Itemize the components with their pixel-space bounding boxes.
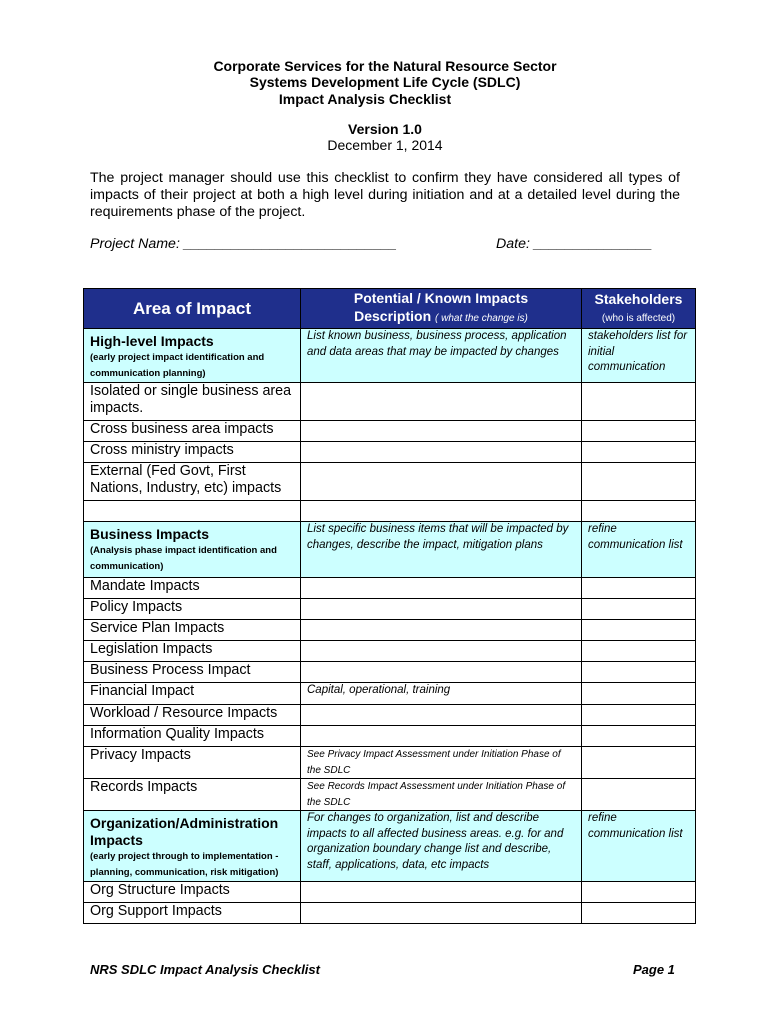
intro-text: The project manager should use this checklist to confirm they have considered all types of impacts of their project at both a high level during initiation and at a detailed level during the requirements phase of the project. xyxy=(90,170,680,220)
section-subtitle: (early project impact identification and communication planning) xyxy=(90,352,265,379)
area-cell: Financial Impact xyxy=(84,683,301,705)
table-row xyxy=(84,683,696,705)
footer-page: Page 1 xyxy=(633,962,675,977)
table-row xyxy=(84,442,696,463)
description-cell[interactable] xyxy=(301,882,582,903)
stakeholders-cell[interactable] xyxy=(582,903,696,924)
area-cell: Service Plan Impacts xyxy=(84,620,301,641)
footer-title: NRS SDLC Impact Analysis Checklist xyxy=(90,962,320,977)
description-cell[interactable] xyxy=(301,620,582,641)
col-header-description: Potential / Known Impacts Description ( what the change is) xyxy=(301,289,582,329)
table-row xyxy=(84,882,696,903)
description-cell[interactable] xyxy=(301,578,582,599)
table-row xyxy=(84,705,696,726)
section-row xyxy=(84,522,696,578)
area-cell: Workload / Resource Impacts xyxy=(84,705,301,726)
impact-checklist-table xyxy=(83,288,696,924)
table-row xyxy=(84,641,696,662)
stakeholders-cell[interactable] xyxy=(582,578,696,599)
stakeholders-cell[interactable] xyxy=(582,683,696,705)
stakeholders-cell[interactable] xyxy=(582,421,696,442)
project-name-field[interactable]: Project Name: ___________________________ xyxy=(90,236,397,252)
stakeholders-cell[interactable]: stakeholders list for initial communication xyxy=(582,329,696,383)
section-row xyxy=(84,811,696,882)
table-row xyxy=(84,903,696,924)
description-cell[interactable] xyxy=(301,421,582,442)
doc-date: December 1, 2014 xyxy=(327,137,443,153)
area-cell: Cross ministry impacts xyxy=(84,442,301,463)
section-subtitle: (Analysis phase impact identification and communication) xyxy=(90,545,277,572)
area-cell: Org Support Impacts xyxy=(84,903,301,924)
stakeholders-cell[interactable] xyxy=(582,599,696,620)
stakeholders-cell[interactable] xyxy=(582,882,696,903)
description-cell[interactable]: Capital, operational, training xyxy=(301,683,582,705)
table-row xyxy=(84,383,696,421)
date-field[interactable]: Date: _______________ xyxy=(496,236,653,252)
section-subtitle: (early project through to implementation - planning, communication, risk mitigation) xyxy=(90,851,279,878)
description-cell[interactable] xyxy=(301,662,582,683)
area-cell: Legislation Impacts xyxy=(84,641,301,662)
table-row xyxy=(84,726,696,747)
area-cell: Cross business area impacts xyxy=(84,421,301,442)
description-cell[interactable]: See Privacy Impact Assessment under Initiation Phase of the SDLC xyxy=(301,747,582,779)
stakeholders-cell[interactable]: refine communication list xyxy=(582,522,696,578)
stakeholders-cell[interactable] xyxy=(582,705,696,726)
doc-title-line-3: Impact Analysis Checklist xyxy=(278,91,452,107)
description-cell[interactable] xyxy=(301,726,582,747)
description-cell[interactable] xyxy=(301,442,582,463)
area-cell xyxy=(84,811,301,882)
doc-title-line-1: Corporate Services for the Natural Resource Sector xyxy=(213,58,557,74)
stakeholders-cell[interactable] xyxy=(582,662,696,683)
area-cell: Policy Impacts xyxy=(84,599,301,620)
stakeholders-cell[interactable] xyxy=(582,620,696,641)
area-cell: External (Fed Govt, First Nations, Industry, etc) impacts xyxy=(84,463,301,501)
section-row xyxy=(84,329,696,383)
table-row xyxy=(84,463,696,501)
table-row xyxy=(84,620,696,641)
table-row xyxy=(84,779,696,811)
stakeholders-cell[interactable] xyxy=(582,726,696,747)
description-cell[interactable] xyxy=(301,903,582,924)
stakeholders-cell[interactable] xyxy=(582,747,696,779)
area-cell: Business Process Impact xyxy=(84,662,301,683)
section-title: Business Impacts xyxy=(90,526,210,542)
area-cell xyxy=(84,329,301,383)
area-cell xyxy=(84,522,301,578)
description-cell[interactable] xyxy=(301,463,582,501)
table-row xyxy=(84,501,696,522)
description-cell[interactable]: List specific business items that will be impacted by changes, describe the impact, mitigation plans xyxy=(301,522,582,578)
table-row xyxy=(84,599,696,620)
area-cell: Org Structure Impacts xyxy=(84,882,301,903)
stakeholders-cell[interactable] xyxy=(582,501,696,522)
area-cell: Information Quality Impacts xyxy=(84,726,301,747)
area-cell: Records Impacts xyxy=(84,779,301,811)
stakeholders-cell[interactable] xyxy=(582,463,696,501)
table-row xyxy=(84,747,696,779)
section-title: High-level Impacts xyxy=(90,333,214,349)
area-cell xyxy=(84,501,301,522)
stakeholders-cell[interactable]: refine communication list xyxy=(582,811,696,882)
description-cell[interactable]: For changes to organization, list and describe impacts to all affected business areas. e.g. for and organization boundary change list and describe, staff, applications, data, etc impacts xyxy=(301,811,582,882)
area-cell: Mandate Impacts xyxy=(84,578,301,599)
stakeholders-cell[interactable] xyxy=(582,641,696,662)
area-cell: Privacy Impacts xyxy=(84,747,301,779)
version: Version 1.0 xyxy=(348,121,422,137)
description-cell[interactable]: List known business, business process, application and data areas that may be impacted by changes xyxy=(301,329,582,383)
stakeholders-cell[interactable] xyxy=(582,779,696,811)
table-row xyxy=(84,578,696,599)
col-header-area: Area of Impact xyxy=(84,289,301,329)
description-cell[interactable] xyxy=(301,501,582,522)
stakeholders-cell[interactable] xyxy=(582,442,696,463)
section-title: Organization/Administration Impacts xyxy=(90,815,279,848)
table-row xyxy=(84,662,696,683)
description-cell[interactable] xyxy=(301,705,582,726)
area-cell: Isolated or single business area impacts. xyxy=(84,383,301,421)
description-cell[interactable]: See Records Impact Assessment under Initiation Phase of the SDLC xyxy=(301,779,582,811)
col-header-stakeholders: Stakeholders (who is affected) xyxy=(582,289,696,329)
description-cell[interactable] xyxy=(301,383,582,421)
table-row xyxy=(84,421,696,442)
description-cell[interactable] xyxy=(301,641,582,662)
description-cell[interactable] xyxy=(301,599,582,620)
doc-title-line-2: Systems Development Life Cycle (SDLC) xyxy=(249,74,521,90)
stakeholders-cell[interactable] xyxy=(582,383,696,421)
